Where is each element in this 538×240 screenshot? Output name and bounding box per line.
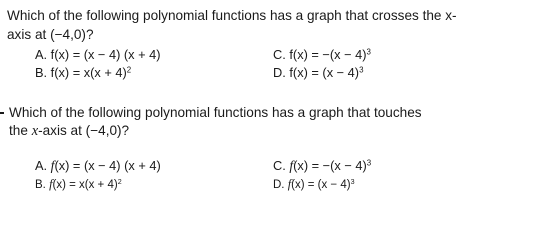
option-label: A. bbox=[35, 158, 48, 173]
question-2-option-a[interactable] bbox=[35, 158, 161, 174]
option-expression: (x) = (x − 4) (x + 4) bbox=[54, 158, 161, 173]
option-label: C. bbox=[273, 158, 286, 173]
option-function-name: f bbox=[289, 158, 294, 173]
option-exponent: 3 bbox=[350, 178, 355, 187]
option-label: C. bbox=[273, 47, 286, 62]
option-label: B. bbox=[35, 65, 48, 80]
option-function-name: f bbox=[50, 158, 55, 173]
option-exponent: 3 bbox=[366, 158, 372, 168]
option-expression: f(x) = (x − 4) bbox=[289, 65, 360, 80]
question-2-option-b[interactable] bbox=[35, 177, 122, 192]
question-1 bbox=[0, 0, 538, 90]
stem-text: the bbox=[9, 123, 32, 138]
option-expression: f(x) = −(x − 4) bbox=[289, 47, 367, 62]
stem-text: -axis at (−4,0)? bbox=[38, 123, 130, 138]
option-expression: (x) = (x − 4) bbox=[291, 179, 351, 191]
option-label: D. bbox=[273, 179, 285, 191]
question-2-stem-line-1: Which of the following polynomial functions has a graph that touches bbox=[9, 105, 422, 120]
question-marker bbox=[0, 112, 4, 114]
question-2-option-d[interactable] bbox=[273, 177, 355, 192]
option-exponent: 2 bbox=[126, 65, 132, 75]
option-function-name: f bbox=[287, 177, 292, 191]
option-expression: (x) = −(x − 4) bbox=[293, 158, 367, 173]
question-1-option-c[interactable] bbox=[273, 47, 371, 62]
option-label: D. bbox=[273, 65, 286, 80]
question-2 bbox=[0, 100, 538, 209]
question-1-option-b[interactable] bbox=[35, 65, 131, 80]
option-function-name: f bbox=[49, 177, 53, 191]
question-1-option-a[interactable] bbox=[35, 47, 161, 62]
question-2-option-c[interactable] bbox=[273, 158, 371, 174]
option-exponent: 2 bbox=[117, 178, 122, 187]
question-1-stem-line-1: Which of the following polynomial functions has a graph that crosses the x- bbox=[7, 8, 457, 23]
option-expression: (x) = x(x + 4) bbox=[52, 179, 118, 191]
option-label: A. bbox=[35, 47, 48, 62]
question-1-option-d[interactable] bbox=[273, 65, 363, 80]
stem-variable: x bbox=[31, 123, 39, 139]
option-expression: f(x) = x(x + 4) bbox=[50, 65, 127, 80]
option-exponent: 3 bbox=[359, 65, 364, 75]
question-2-stem-line-2 bbox=[9, 123, 129, 140]
question-1-stem-line-2: axis at (−4,0)? bbox=[7, 27, 94, 42]
option-exponent: 3 bbox=[366, 47, 371, 57]
option-expression: f(x) = (x − 4) (x + 4) bbox=[50, 47, 161, 62]
option-label: B. bbox=[35, 179, 46, 191]
